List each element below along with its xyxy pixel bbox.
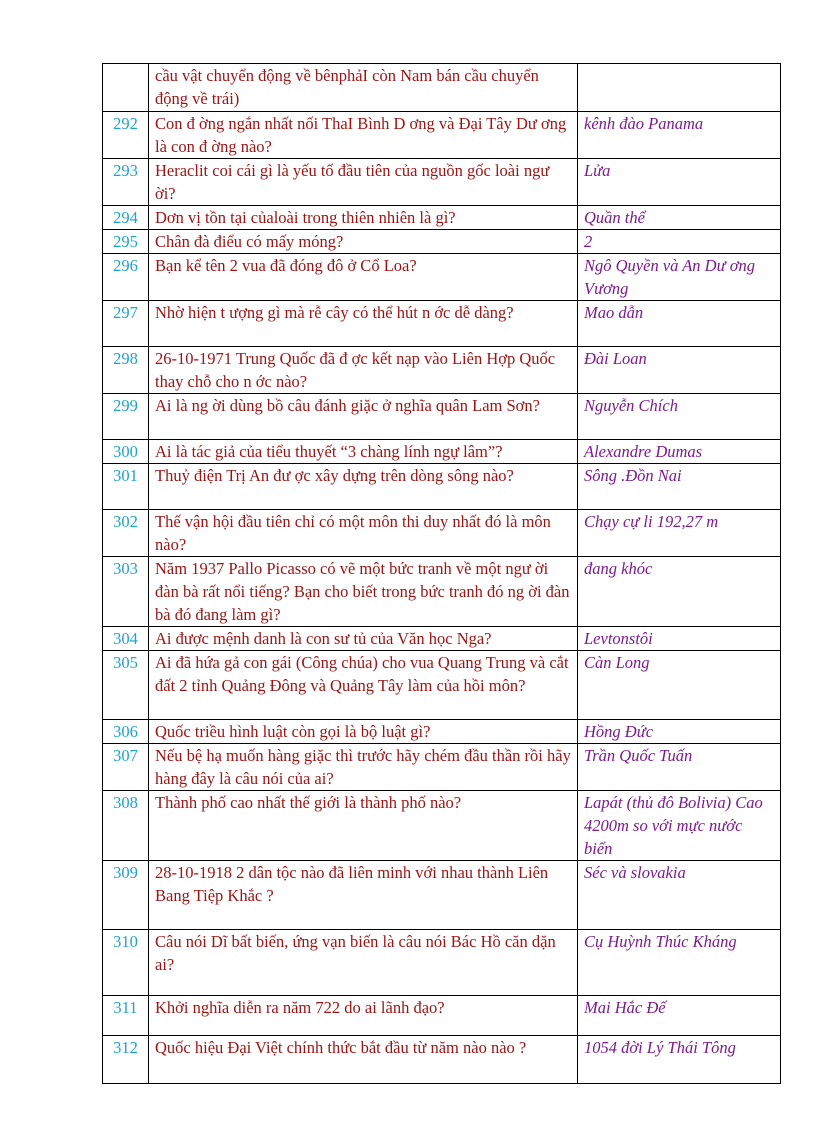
answer-text: Chạy cự li 192,27 m [578, 510, 781, 557]
table-row [103, 651, 781, 720]
answer-text: Hồng Đức [578, 720, 781, 744]
question-number: 310 [103, 930, 149, 996]
answer-text: Lửa [578, 159, 781, 206]
question-number: 306 [103, 720, 149, 744]
question-text: 28-10-1918 2 dân tộc nào đã liên minh với nhau thành Liên Bang Tiệp Khắc ? [149, 861, 578, 930]
answer-text: Sông .Đồn Nai [578, 464, 781, 510]
question-number: 308 [103, 791, 149, 861]
question-text: Ai đã hứa gả con gái (Công chúa) cho vua Quang Trung và cắt đất 2 tỉnh Quảng Đông và Quảng Tây làm của hồi môn? [149, 651, 578, 720]
question-text: Khởi nghĩa diễn ra năm 722 do ai lãnh đạo? [149, 996, 578, 1036]
table-row [103, 64, 781, 112]
question-number [103, 64, 149, 112]
question-text: Quốc hiệu Đại Việt chính thức bắt đầu từ năm nào nào ? [149, 1036, 578, 1084]
answer-text: Ngô Quyền và An Dư ơng Vương [578, 254, 781, 301]
table-row [103, 627, 781, 651]
table-row [103, 744, 781, 791]
table-row [103, 464, 781, 510]
question-number: 297 [103, 301, 149, 347]
question-text: Thế vận hội đầu tiên chỉ có một môn thi duy nhất đó là môn nào? [149, 510, 578, 557]
question-number: 296 [103, 254, 149, 301]
question-text: Ai là tác giả của tiểu thuyết “3 chàng lính ngự lâm”? [149, 440, 578, 464]
question-number: 302 [103, 510, 149, 557]
table-row [103, 720, 781, 744]
table-row [103, 510, 781, 557]
table-row [103, 159, 781, 206]
question-number: 293 [103, 159, 149, 206]
question-text: Thành phố cao nhất thế giới là thành phố nào? [149, 791, 578, 861]
question-text: Con đ ờng ngắn nhất nối ThaI Bình D ơng và Đại Tây Dư ơng là con đ ờng nào? [149, 112, 578, 159]
table-row [103, 791, 781, 861]
table-row [103, 254, 781, 301]
answer-text: kênh đào Panama [578, 112, 781, 159]
question-text: Thuỷ điện Trị An đư ợc xây dựng trên dòng sông nào? [149, 464, 578, 510]
question-text: Câu nói Dĩ bất biến, ứng vạn biến là câu nói Bác Hồ căn dặn ai? [149, 930, 578, 996]
table-row [103, 301, 781, 347]
answer-text: đang khóc [578, 557, 781, 627]
question-text: Heraclit coi cái gì là yếu tố đầu tiên của nguồn gốc loài ngư ời? [149, 159, 578, 206]
question-number: 307 [103, 744, 149, 791]
question-text: Chân đà điểu có mấy móng? [149, 230, 578, 254]
answer-text: 1054 đời Lý Thái Tông [578, 1036, 781, 1084]
question-text: Ai được mệnh danh là con sư tủ của Văn học Nga? [149, 627, 578, 651]
answer-text [578, 64, 781, 112]
table-row [103, 440, 781, 464]
answer-text: Lapát (thủ đô Bolivia) Cao 4200m so với mực nước biển [578, 791, 781, 861]
table-row [103, 1036, 781, 1084]
question-text: Nhờ hiện t ượng gì mà rễ cây có thể hút n ớc dễ dàng? [149, 301, 578, 347]
answer-text: Càn Long [578, 651, 781, 720]
question-text: cầu vật chuyển động về bênphảI còn Nam bán cầu chuyển động về trái) [149, 64, 578, 112]
table-row [103, 861, 781, 930]
question-number: 300 [103, 440, 149, 464]
table-row [103, 206, 781, 230]
question-text: Dơn vị tồn tại củaloài trong thiên nhiên là gì? [149, 206, 578, 230]
question-text: Bạn kể tên 2 vua đã đóng đô ở Cổ Loa? [149, 254, 578, 301]
answer-text: Cụ Huỳnh Thúc Kháng [578, 930, 781, 996]
table-row [103, 230, 781, 254]
question-number: 295 [103, 230, 149, 254]
question-number: 312 [103, 1036, 149, 1084]
question-number: 311 [103, 996, 149, 1036]
table-row [103, 996, 781, 1036]
answer-text: Mao dẫn [578, 301, 781, 347]
answer-text: Trần Quốc Tuấn [578, 744, 781, 791]
question-number: 303 [103, 557, 149, 627]
question-number: 301 [103, 464, 149, 510]
question-text: Nếu bệ hạ muốn hàng giặc thì trước hãy chém đầu thần rồi hãy hàng đây là câu nói của ai? [149, 744, 578, 791]
question-number: 294 [103, 206, 149, 230]
question-text: Ai là ng ời dùng bồ câu đánh giặc ở nghĩa quân Lam Sơn? [149, 394, 578, 440]
question-text: Năm 1937 Pallo Picasso có vẽ một bức tranh về một ngư ời đàn bà rất nổi tiếng? Bạn cho biết trong bức tranh đó ng ời đàn bà đó đang làm gì? [149, 557, 578, 627]
answer-text: Đài Loan [578, 347, 781, 394]
table-row [103, 557, 781, 627]
question-number: 305 [103, 651, 149, 720]
question-number: 298 [103, 347, 149, 394]
answer-text: Quần thể [578, 206, 781, 230]
question-number: 304 [103, 627, 149, 651]
answer-text: Nguyễn Chích [578, 394, 781, 440]
table-row [103, 347, 781, 394]
question-text: Quốc triều hình luật còn gọi là bộ luật gì? [149, 720, 578, 744]
question-number: 292 [103, 112, 149, 159]
quiz-table [102, 63, 781, 1084]
answer-text: 2 [578, 230, 781, 254]
question-number: 309 [103, 861, 149, 930]
table-row [103, 930, 781, 996]
table-row [103, 112, 781, 159]
answer-text: Séc và slovakia [578, 861, 781, 930]
table-row [103, 394, 781, 440]
question-text: 26-10-1971 Trung Quốc đã đ ợc kết nạp vào Liên Hợp Quốc thay chỗ cho n ớc nào? [149, 347, 578, 394]
answer-text: Levtonstôi [578, 627, 781, 651]
question-number: 299 [103, 394, 149, 440]
answer-text: Mai Hắc Đế [578, 996, 781, 1036]
answer-text: Alexandre Dumas [578, 440, 781, 464]
